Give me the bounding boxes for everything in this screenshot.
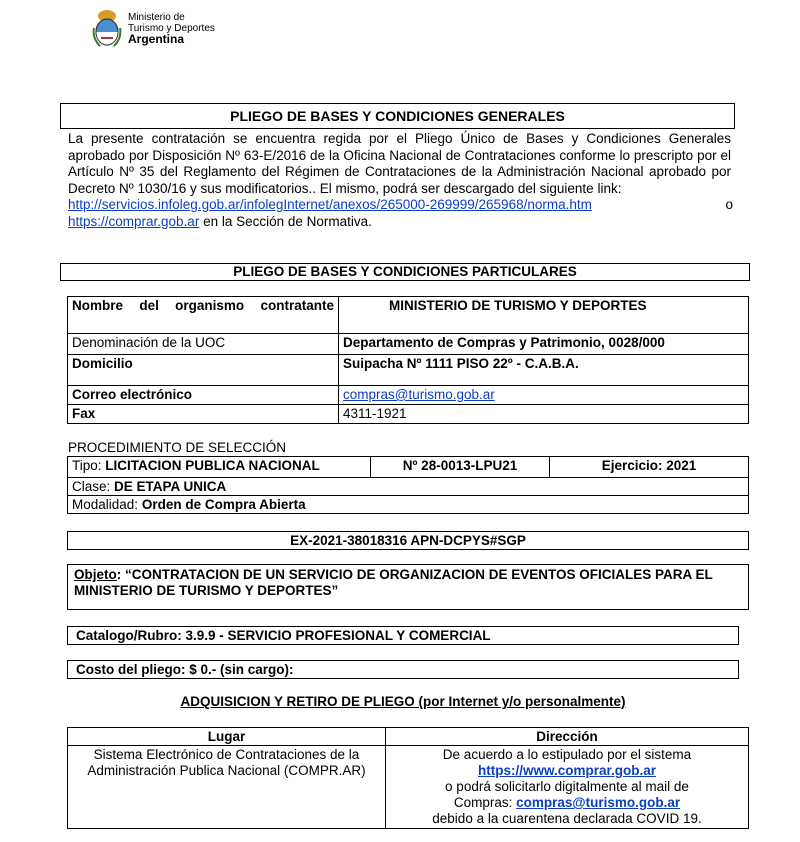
catalogo-rubro: Catalogo/Rubro: 3.9.9 - SERVICIO PROFESIONAL Y COMERCIAL: [67, 626, 739, 645]
org-label-domicilio: Domicilio: [68, 355, 339, 386]
particular-conditions-title: PLIEGO DE BASES Y CONDICIONES PARTICULARES: [60, 263, 750, 281]
table-row: [68, 478, 749, 496]
proc-modalidad-value: Orden de Compra Abierta: [141, 497, 306, 512]
procedimiento-heading: PROCEDIMIENTO DE SELECCIÓN: [68, 440, 287, 455]
org-label-correo: Correo electrónico: [68, 386, 339, 405]
objeto-label: Objeto: [74, 567, 117, 582]
general-intro-text: La presente contratación se encuentra regida por el Pliego Único de Bases y Condiciones Generales aprobado por Disposición Nº 63-E/2016 de la Oficina Nacional de Contrataciones conforme lo prescripto por el Artículo Nº 35 del Reglamento del Régimen de Contrataciones de la Administración Nacional aprobado por Decreto Nº 1030/16 y sus modificatorios.. El mismo, podrá ser descargado del siguiente link:: [68, 131, 731, 196]
org-value-correo: [339, 386, 749, 405]
table-row: [68, 457, 749, 478]
logo-line-3: Argentina: [128, 31, 185, 46]
table-row: [68, 746, 749, 829]
proc-modalidad-label: Modalidad:: [72, 497, 139, 512]
col-direccion-header: Dirección: [386, 728, 749, 746]
logo-line-1: Ministerio de: [128, 11, 185, 23]
logo-line-2: Turismo y Deportes: [128, 22, 215, 34]
table-row: [68, 297, 749, 334]
proc-clase: [68, 478, 749, 496]
table-row: [68, 728, 749, 746]
direccion-cell: [386, 746, 749, 829]
general-conditions-title: PLIEGO DE BASES Y CONDICIONES GENERALES: [60, 103, 735, 129]
org-label-fax: Fax: [68, 405, 339, 424]
organismo-table: [67, 296, 749, 424]
proc-clase-label: Clase:: [72, 479, 111, 494]
proc-clase-value: DE ETAPA UNICA: [114, 479, 227, 494]
table-row: [68, 405, 749, 424]
infoleg-link[interactable]: http://servicios.infoleg.gob.ar/infolegInternet/anexos/265000-269999/265968/norma.htm: [68, 197, 592, 212]
org-value-domicilio: Suipacha Nº 1111 PISO 22º - C.A.B.A.: [339, 355, 749, 386]
comprar-link[interactable]: https://comprar.gob.ar: [68, 213, 200, 229]
proc-numero: Nº 28-0013-LPU21: [371, 457, 550, 478]
org-email-link[interactable]: compras@turismo.gob.ar: [343, 387, 495, 402]
objeto-box: [67, 564, 749, 610]
table-row: [68, 355, 749, 386]
org-value-uoc: Departamento de Compras y Patrimonio, 0028/000: [339, 334, 749, 355]
lugar-cell: Sistema Electrónico de Contrataciones de la Administración Publica Nacional (COMPR.AR): [68, 746, 386, 829]
direccion-line-2: o podrá solicitarlo digitalmente al mail de: [445, 779, 689, 794]
costo-pliego: Costo del pliego: $ 0.- (sin cargo):: [67, 660, 739, 679]
or-text: o: [725, 197, 733, 212]
proc-tipo: [68, 457, 371, 478]
ministry-logo: [92, 8, 215, 48]
normativa-text: en la Sección de Normativa.: [199, 213, 372, 229]
proc-tipo-value: LICITACION PUBLICA NACIONAL: [105, 458, 320, 473]
proc-modalidad: [68, 496, 749, 514]
procedimiento-table: [67, 456, 749, 514]
org-value-nombre: MINISTERIO DE TURISMO Y DEPORTES: [339, 297, 749, 334]
adquisicion-table: [67, 727, 749, 829]
direccion-line-4: debido a la cuarentena declarada COVID 19.: [432, 811, 702, 826]
table-row: [68, 334, 749, 355]
expediente-number: EX-2021-38018316 APN-DCPYS#SGP: [67, 531, 749, 550]
org-value-fax: 4311-1921: [339, 405, 749, 424]
org-label-nombre: Nombre del organismo contratante: [68, 297, 339, 334]
objeto-value: : “CONTRATACION DE UN SERVICIO DE ORGANIZACION DE EVENTOS OFICIALES PARA EL MINISTERIO DE TURISMO Y DEPORTES”: [74, 567, 713, 598]
table-row: [68, 496, 749, 514]
table-row: [68, 386, 749, 405]
direccion-line-3-prefix: Compras:: [453, 795, 517, 810]
general-intro: [68, 131, 731, 230]
logo-text: [128, 12, 215, 45]
coat-of-arms-icon: [92, 8, 122, 48]
org-label-uoc: Denominación de la UOC: [68, 334, 339, 355]
proc-tipo-label: Tipo:: [72, 458, 102, 473]
proc-ejercicio: Ejercicio: 2021: [550, 457, 749, 478]
comprar-www-link[interactable]: https://www.comprar.gob.ar: [477, 763, 657, 778]
compras-email-link[interactable]: compras@turismo.gob.ar: [516, 795, 681, 810]
direccion-line-1: De acuerdo a lo estipulado por el sistema: [442, 747, 692, 762]
adquisicion-title: ADQUISICION Y RETIRO DE PLIEGO (por Internet y/o personalmente): [180, 694, 626, 709]
col-lugar-header: Lugar: [68, 728, 386, 746]
